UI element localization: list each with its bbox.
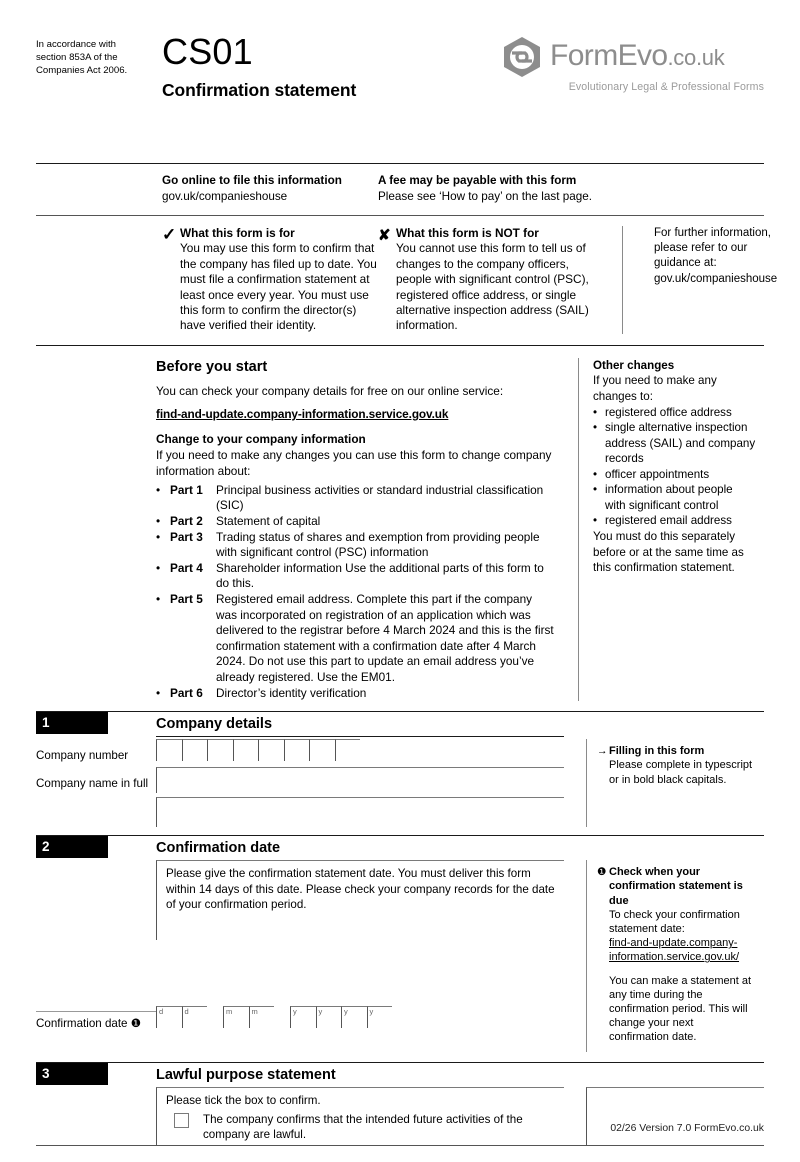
go-online-cell xyxy=(162,173,378,204)
section-confirmation-date xyxy=(0,835,800,1052)
part-text: Shareholder information Use the additional parts of this form to do this. xyxy=(216,560,544,591)
list-item xyxy=(156,514,556,530)
bullet-icon: • xyxy=(593,406,598,420)
date-hint-d1: d xyxy=(159,1007,164,1017)
fee-cell xyxy=(378,173,764,204)
section-number-badge: 2 xyxy=(36,836,108,858)
form-title: Confirmation statement xyxy=(162,80,357,100)
list-item xyxy=(593,513,756,528)
bullet-icon: • xyxy=(156,514,161,529)
section-company-details xyxy=(0,711,800,827)
date-year-1[interactable] xyxy=(290,1006,316,1028)
confirmation-date-instructions xyxy=(156,860,564,940)
company-number-input[interactable] xyxy=(156,739,564,761)
part-number: Part 1 xyxy=(170,482,203,497)
change-info-body: If you need to make any changes you can use this form to change company information about: xyxy=(156,447,552,478)
bullet-icon: • xyxy=(593,513,598,527)
fee-heading: A fee may be payable with this form xyxy=(378,174,577,187)
part-text: Director’s identity verification xyxy=(216,685,367,700)
cs01-form-page xyxy=(0,32,800,1162)
part-number: Part 3 xyxy=(170,529,203,544)
company-number-char-1[interactable] xyxy=(156,739,182,761)
other-changes-intro: If you need to make any changes to: xyxy=(593,374,717,403)
cross-icon: ✘ xyxy=(378,227,391,244)
check-due-date-body: To check your confirmation statement date: xyxy=(609,908,740,935)
list-item xyxy=(156,561,556,592)
confirmation-date-label: Confirmation date xyxy=(36,1017,128,1031)
other-changes-outro: You must do this separately before or at the same time as this confirmation statement. xyxy=(593,530,744,575)
not-for-heading: What this form is NOT for xyxy=(396,226,539,240)
company-number-char-6[interactable] xyxy=(284,739,310,761)
section-title: Confirmation date xyxy=(156,840,281,857)
other-changes-heading: Other changes xyxy=(593,358,675,372)
date-year-4[interactable] xyxy=(367,1006,393,1028)
section-number-badge: 1 xyxy=(36,712,108,734)
confirmation-date-input[interactable] xyxy=(156,1006,564,1028)
lawful-purpose-instruction: Please tick the box to confirm. xyxy=(166,1094,321,1108)
part-number: Part 2 xyxy=(170,514,203,529)
part-number: Part 4 xyxy=(170,560,203,575)
formevo-hexagon-logo-icon xyxy=(499,34,545,80)
other-change-text: officer appointments xyxy=(605,467,710,481)
section-title: Lawful purpose statement xyxy=(156,1067,336,1084)
form-code: CS01 xyxy=(162,31,253,72)
what-form-is-not-for xyxy=(378,226,594,334)
section-title: Company details xyxy=(156,716,273,733)
purpose-block xyxy=(36,216,778,345)
logo-wordmark xyxy=(550,40,724,74)
date-year-2[interactable] xyxy=(316,1006,342,1028)
company-number-char-8[interactable] xyxy=(335,739,361,761)
company-number-char-2[interactable] xyxy=(182,739,208,761)
lawful-purpose-checkbox-label: The company confirms that the intended future activities of the company are lawful. xyxy=(203,1112,523,1142)
other-change-text: information about people with significant control xyxy=(605,483,733,512)
parts-list xyxy=(156,483,556,701)
company-name-input-line-1[interactable] xyxy=(156,767,564,793)
date-month-2[interactable] xyxy=(249,1006,275,1028)
formevo-logo xyxy=(499,32,764,93)
date-hint-m1: m xyxy=(226,1007,233,1017)
date-hint-y3: y xyxy=(344,1007,348,1017)
bullet-icon: • xyxy=(156,560,161,575)
filling-in-form-note xyxy=(586,739,764,827)
other-changes-panel xyxy=(578,358,756,701)
bullet-icon: • xyxy=(156,482,161,497)
list-item xyxy=(156,483,556,514)
before-you-start-intro: You can check your company details for free on our online service: xyxy=(156,383,504,398)
go-online-heading: Go online to file this information xyxy=(162,174,342,187)
before-you-start-title: Before you start xyxy=(156,358,268,375)
list-item xyxy=(156,530,556,561)
company-number-char-4[interactable] xyxy=(233,739,259,761)
check-due-date-heading: Check when your confirmation statement is due xyxy=(609,866,743,907)
logo-word-tld: .co.uk xyxy=(667,45,725,70)
bullet-icon: • xyxy=(156,592,161,606)
company-information-link[interactable]: find-and-update.company-information.service.gov.uk xyxy=(156,406,449,421)
date-hint-y1: y xyxy=(293,1007,297,1017)
list-item xyxy=(593,405,756,420)
not-for-body: You cannot use this form to tell us of changes to the company officers, people with significant control (PSC), registered office address, or single alternative inspection address (SAIL) information. xyxy=(396,241,589,333)
logo-word-main: FormEvo xyxy=(550,39,668,72)
date-day-2[interactable] xyxy=(182,1006,208,1028)
date-hint-m2: m xyxy=(251,1007,258,1017)
for-heading: What this form is for xyxy=(180,226,295,240)
before-you-start-block xyxy=(36,346,764,711)
other-changes-list xyxy=(593,405,756,528)
check-due-date-body-2: You can make a statement at any time during the confirmation period. This will change your next confirmation date. xyxy=(609,974,752,1044)
lawful-purpose-panel xyxy=(156,1087,564,1145)
date-month-1[interactable] xyxy=(223,1006,249,1028)
company-number-label: Company number xyxy=(36,749,129,763)
check-due-date-note-continuation xyxy=(586,1006,764,1052)
fee-subtext: Please see ‘How to pay’ on the last page. xyxy=(378,190,592,203)
lawful-purpose-checkbox[interactable] xyxy=(174,1113,189,1128)
company-name-input-line-2[interactable] xyxy=(156,797,564,827)
date-year-3[interactable] xyxy=(341,1006,367,1028)
check-due-date-note xyxy=(586,860,764,1044)
bullet-icon: • xyxy=(593,467,598,481)
bullet-icon: • xyxy=(156,685,161,700)
arrow-right-icon: → xyxy=(597,745,608,758)
confirmation-date-instruction-text: Please give the confirmation statement date. You must deliver this form within 14 days of this date. Please check your company records for the date of your confirmation period. xyxy=(166,867,555,912)
form-titleblock xyxy=(148,32,499,101)
bullet-icon: • xyxy=(593,421,598,435)
date-day-1[interactable] xyxy=(156,1006,182,1028)
company-number-char-3[interactable] xyxy=(207,739,233,761)
part-number: Part 6 xyxy=(170,685,203,700)
list-item xyxy=(593,420,756,466)
circled-one-icon: ❶ xyxy=(597,866,607,879)
other-change-text: single alternative inspection address (SAIL) and company records xyxy=(605,421,756,466)
for-body: You may use this form to confirm that the company has filed up to date. You must file a confirmation statement at least once every year. You must use this form to confirm the director(s) have verified their identity. xyxy=(180,241,377,333)
date-hint-y2: y xyxy=(318,1007,323,1017)
section-number-badge: 3 xyxy=(36,1063,108,1085)
part-text: Statement of capital xyxy=(216,514,321,529)
part-text: Principal business activities or standard industrial classification (SIC) xyxy=(216,482,544,513)
further-information xyxy=(622,226,777,334)
form-header xyxy=(0,32,800,101)
date-hint-y4: y xyxy=(369,1007,374,1017)
filling-in-form-heading: Filling in this form xyxy=(609,745,705,758)
list-item xyxy=(156,686,556,702)
part-text: Registered email address. Complete this part if the company was incorporated on registration of an application which was delivered to the registrar before 4 March 2024 and this is the first confirmation statement with a confirmation date after 4 March 2024. Do not use this part to update an email address you’ve already registered. Use the EM01. xyxy=(216,592,554,684)
company-number-char-7[interactable] xyxy=(309,739,335,761)
bullet-icon: • xyxy=(593,483,598,497)
lawful-purpose-side-blank xyxy=(586,1087,764,1145)
circled-one-icon: ❶ xyxy=(130,1017,142,1031)
date-hint-d2: d xyxy=(184,1007,189,1017)
bullet-icon: • xyxy=(156,529,161,544)
further-information-text: For further information, please refer to our guidance at: gov.uk/companieshouse xyxy=(654,227,778,285)
list-item xyxy=(593,467,756,482)
act-accordance-note: In accordance with section 853A of the Companies Act 2006. xyxy=(36,39,128,77)
part-number: Part 5 xyxy=(170,592,203,606)
other-change-text: registered office address xyxy=(605,406,732,420)
check-due-date-link[interactable]: find-and-update.company-information.service.gov.uk/ xyxy=(609,937,740,964)
other-change-text: registered email address xyxy=(605,513,732,527)
go-online-url[interactable]: gov.uk/companieshouse xyxy=(162,190,288,203)
online-and-fee-band xyxy=(0,163,800,711)
tick-icon: ✓ xyxy=(162,225,177,244)
change-info-heading: Change to your company information xyxy=(156,431,366,446)
company-number-char-5[interactable] xyxy=(258,739,284,761)
before-you-start-main xyxy=(156,358,556,701)
part-text: Trading status of shares and exemption from providing people with significant control (PSC) information xyxy=(216,529,540,560)
logo-tagline: Evolutionary Legal & Professional Forms xyxy=(568,81,764,93)
page-footer: 02/26 Version 7.0 FormEvo.co.uk xyxy=(610,1123,764,1134)
list-item xyxy=(593,482,756,513)
company-name-label: Company name in full xyxy=(36,777,149,791)
what-form-is-for xyxy=(162,226,378,334)
filling-in-form-body: Please complete in typescript or in bold black capitals. xyxy=(609,759,753,786)
list-item xyxy=(156,592,556,686)
